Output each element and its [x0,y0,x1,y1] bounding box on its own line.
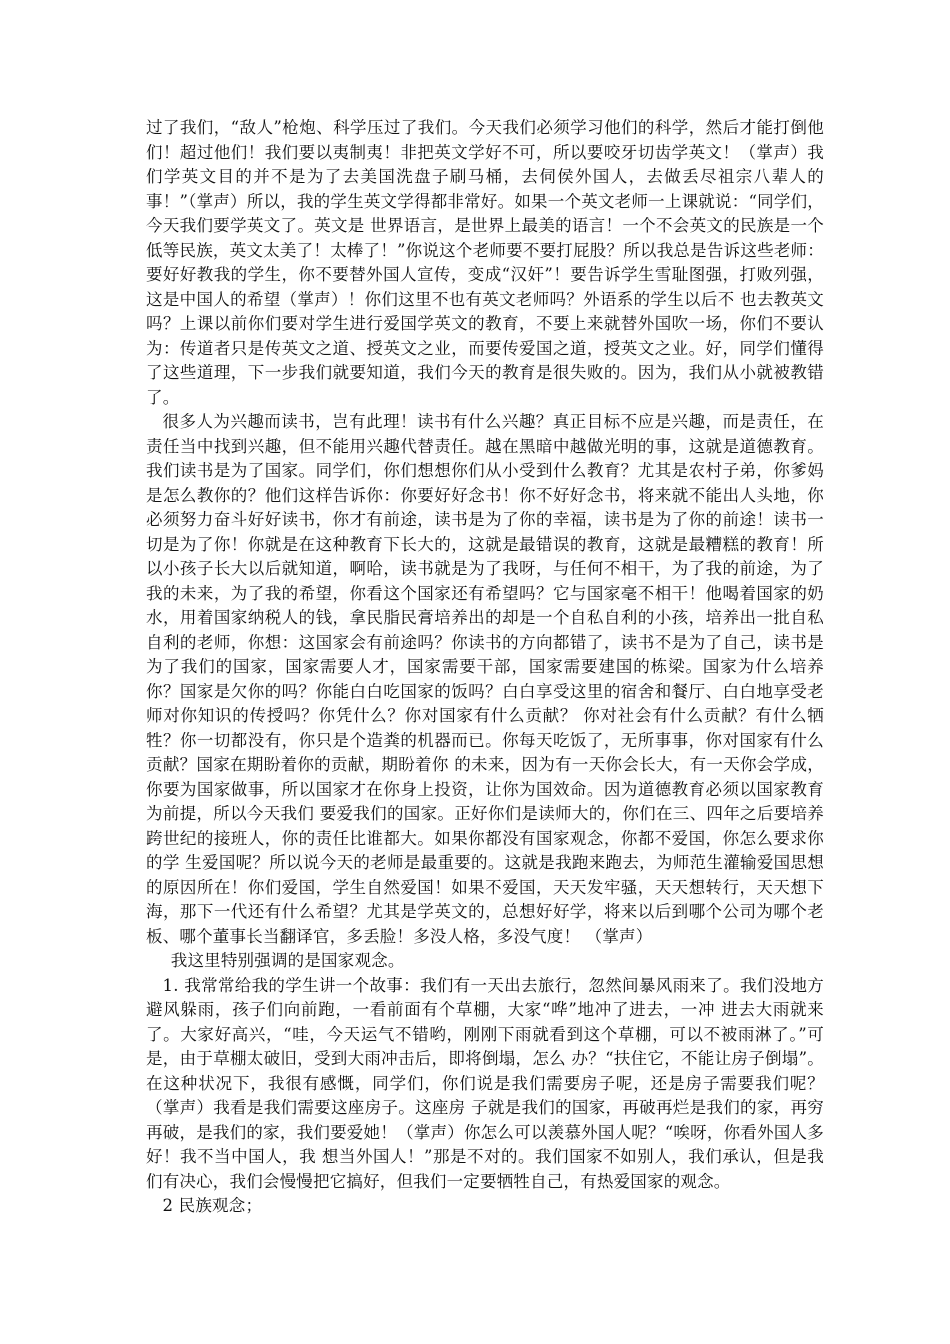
paragraph-english-learning: 过了我们，“敌人”枪炮、科学压过了我们。今天我们必须学习他们的科学，然后才能打倒他们！超过他们！我们要以夷制夷！非把英文学好不可，所以要咬牙切齿学英文！（掌声）我们学英文目的并不是为了去美国洗盘子刷马桶，去伺侯外国人，去做丢尽祖宗八辈人的事！”（掌声）所以，我的学生英文学得都非常好。如果一个英文老师一上课就说：“同学们，今天我们要学英文了。英文是 世界语言，是世界上最美的语言！一个不会英文的民族是一个低等民族，英文太美了！太棒了！”你说这个老师要不要打屁股？所以我总是告诉这些老师：要好好教我的学生，你不要替外国人宣传，变成“汉奸”！要告诉学生雪耻图强，打败列强，这是中国人的希望（掌声）！你们这里不也有英文老师吗？外语系的学生以后不 也去教英文吗？上课以前你们要对学生进行爱国学英文的教育，不要上来就替外国吹一场，你们不要认为：传道者只是传英文之道、授英文之业，而要传爱国之道，授英文之业。好，同学们懂得了这些道理，下一步我们就要知道，我们今天的教育是很失败的。因为，我们从小就被教错了。 [146,118,824,407]
paragraph-story-shelter: 1. 我常常给我的学生讲一个故事：我们有一天出去旅行，忽然间暴风雨来了。我们没地方避风躲雨，孩子们向前跑，一看前面有个草棚，大家“哗”地冲了进去，一冲 进去大雨就来了。大家好高兴，“哇，今天运气不错哟，刚刚下雨就看到这个草棚，可以不被雨淋了。”可是，由于草棚太破旧，受到大雨冲击后，即将倒塌，怎么 办？“扶住它，不能让房子倒塌”。在这种状况下，我很有感慨，同学们，你们说是我们需要房子呢，还是房子需要我们呢？（掌声）我看是我们需要这座房子。这座房 子就是我们的国家，再破再烂是我们的家，再穷再破，是我们的家，我们要爱她！（掌声）你怎么可以羡慕外国人呢？“唉呀，你看外国人多好！我不当中国人，我 想当外国人！”那是不对的。我们国家不如别人，我们承认，但是我们有决心，我们会慢慢把它搞好，但我们一定要牺牲自己，有热爱国家的观念。 [146,975,824,1191]
paragraph-national-concept: 我这里特别强调的是国家观念。 [170,951,405,970]
paragraph-reading-responsibility: 很多人为兴趣而读书，岂有此理！读书有什么兴趣？真正目标不应是兴趣，而是责任，在责任当中找到兴趣，但不能用兴趣代替责任。越在黑暗中越做光明的事，这就是道德教育。我们读书是为了国家。同学们，你们想想你们从小受到什么教育？尤其是农村子弟，你爹妈是怎么教你的？他们这样告诉你：你要好好念书！你不好好念书，将来就不能出人头地，你必须努力奋斗好好读书，你才有前途，读书是为了你的幸福，读书是为了你的前途！读书一切是为了你！你就是在这种教育下长大的，这就是最错误的教育，这就是最糟糕的教育！所以小孩子长大以后就知道，啊哈，读书就是为了我呀，与任何不相干，为了我的前途，为了我的未来，为了我的希望，你看这个国家还有希望吗？它与国家毫不相干！他喝着国家的奶水，用着国家纳税人的钱，拿民脂民膏培养出的却是一个自私自利的小孩，培养出一批自私自利的老师，你想：这国家会有前途吗？你读书的方向都错了，读书不是为了自己，读书是为了我们的国家，国家需要人才，国家需要干部，国家需要建国的栋梁。国家为什么培养你？国家是欠你的吗？你能白白吃国家的饭吗？白白享受这里的宿舍和餐厅、白白地享受老师对你知识的传授吗？你凭什么？你对国家有什么贡献？ 你对社会有什么贡献？有什么牺牲？你一切都没有，你只是个造粪的机器而已。你每天吃饭了，无所事事，你对国家有什么贡献？国家在期盼着你的贡献，期盼着你 的未来，因为有一天你会长大，有一天你会学成，你要为国家做事，所以国家才在你身上投资，让你为国效命。因为道德教育必须以国家教育为前提，所以今天我们 要爱我们的国家。正好你们是读师大的，你们在三、四年之后要培养跨世纪的接班人，你的责任比谁都大。如果你都没有国家观念，你都不爱国，你怎么要求你的学 生爱国呢？所以说今天的老师是最重要的。这就是我跑来跑去，为师范生灌输爱国思想的原因所在！你们爱国，学生自然爱国！如果不爱国，天天发牢骚，天天想转行，天天想下海，那下一代还有什么希望？尤其是学英文的，总想好好学，将来以后到哪个公司为哪个老板、哪个董事长当翻译官，多丢脸！多没人格，多没气度！ （掌声） [146,412,824,946]
paragraph-ethnic-concept: 2 民族观念； [162,1196,263,1215]
document-page [146,116,824,1219]
